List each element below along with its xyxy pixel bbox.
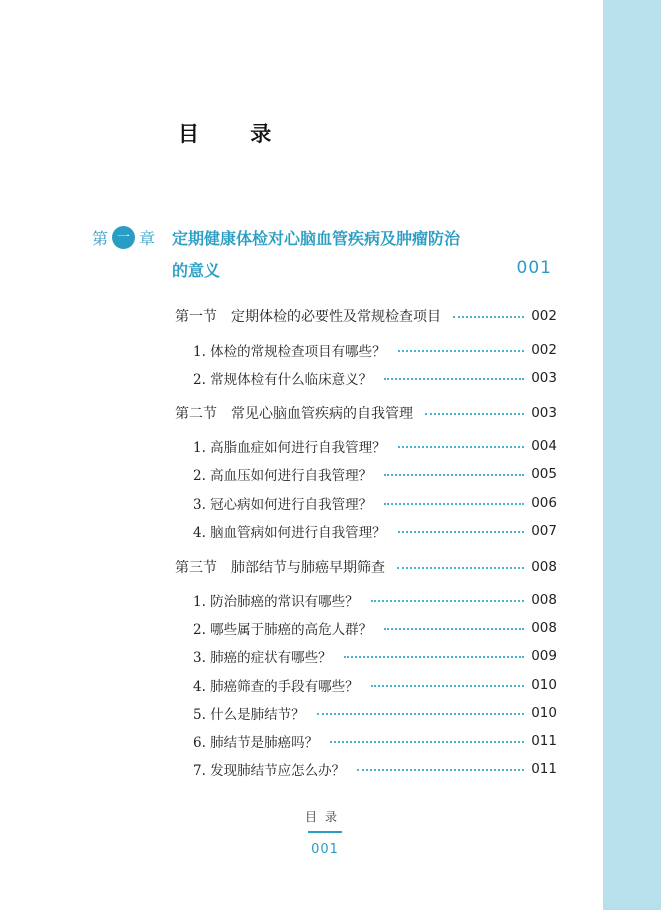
toc-entry-page: 002 <box>531 342 557 358</box>
toc-item-entry[interactable] <box>175 731 557 751</box>
toc-leader-dots <box>371 600 525 602</box>
toc-entry-text: 6. 肺结节是肺癌吗？ <box>193 735 319 751</box>
toc-entry-page: 005 <box>531 466 557 482</box>
toc-entry-text: 3. 冠心病如何进行自我管理？ <box>193 497 373 513</box>
toc-item-entry[interactable] <box>175 590 557 610</box>
toc-leader-dots <box>398 446 525 448</box>
chapter-title-line1: 定期健康体检对心脑血管疾病及肿瘤防治 <box>172 229 461 248</box>
toc-entry-page: 007 <box>531 523 557 539</box>
toc-entry-text: 1. 防治肺癌的常识有哪些？ <box>193 594 359 610</box>
toc-leader-dots <box>425 413 524 415</box>
toc-item-entry[interactable] <box>175 340 557 360</box>
side-color-band <box>603 0 661 910</box>
toc-entry-page: 002 <box>531 308 557 324</box>
footer-page-number: 001 <box>311 842 339 857</box>
toc-leader-dots <box>384 628 524 630</box>
toc-leader-dots <box>330 741 524 743</box>
toc-leader-dots <box>357 769 524 771</box>
footer-rule <box>308 831 342 833</box>
toc-entry-page: 010 <box>531 705 557 721</box>
toc-section-entry[interactable] <box>175 557 557 577</box>
toc-entry-text: 2. 哪些属于肺癌的高危人群？ <box>193 622 373 638</box>
chapter-title-line2: 的意义 <box>172 261 221 280</box>
toc-entry-text: 1. 体检的常规检查项目有哪些？ <box>193 344 386 360</box>
toc-entry-text: 2. 常规体检有什么临床意义？ <box>193 372 373 388</box>
toc-entry-text: 3. 肺癌的症状有哪些？ <box>193 650 332 666</box>
footer-label: 目录 <box>304 810 345 824</box>
toc-leader-dots <box>384 378 524 380</box>
toc-entry-page: 011 <box>531 761 557 777</box>
toc-entry-text: 1. 高脂血症如何进行自我管理？ <box>193 440 386 456</box>
toc-entry-text: 5. 什么是肺结节？ <box>193 707 305 723</box>
toc-item-entry[interactable] <box>175 464 557 484</box>
toc-leader-dots <box>384 503 524 505</box>
toc-entry-page: 003 <box>531 405 557 421</box>
toc-section-entry[interactable] <box>175 306 557 326</box>
toc-item-entry[interactable] <box>175 703 557 723</box>
toc-item-entry[interactable] <box>175 675 557 695</box>
toc-leader-dots <box>453 316 524 318</box>
toc-entry-page: 006 <box>531 495 557 511</box>
chapter-number-badge: 一 <box>112 226 135 249</box>
toc-entry-text: 4. 脑血管病如何进行自我管理？ <box>193 525 386 541</box>
toc-entry-page: 008 <box>531 559 557 575</box>
toc-entry-page: 011 <box>531 733 557 749</box>
toc-leader-dots <box>317 713 525 715</box>
toc-entry-text: 7. 发现肺结节应怎么办？ <box>193 763 346 779</box>
toc-entry-page: 008 <box>531 620 557 636</box>
chapter-number-label <box>92 226 155 249</box>
toc-leader-dots <box>397 567 524 569</box>
toc-entry-text: 第三节 肺部结节与肺癌早期筛查 <box>175 560 385 576</box>
toc-entry-page: 004 <box>531 438 557 454</box>
toc-leader-dots <box>344 656 525 658</box>
toc-item-entry[interactable] <box>175 368 557 388</box>
chapter-suffix: 章 <box>139 229 156 248</box>
chapter-page-number: 001 <box>516 258 552 278</box>
toc-item-entry[interactable] <box>175 436 557 456</box>
toc-entry-page: 010 <box>531 677 557 693</box>
toc-leader-dots <box>384 474 524 476</box>
toc-leader-dots <box>398 350 525 352</box>
toc-item-entry[interactable] <box>175 521 557 541</box>
toc-entry-text: 第一节 定期体检的必要性及常规检查项目 <box>175 309 441 325</box>
toc-entry-text: 4. 肺癌筛查的手段有哪些？ <box>193 679 359 695</box>
toc-item-entry[interactable] <box>175 493 557 513</box>
page-title: 目 录 <box>178 121 294 146</box>
toc-item-entry[interactable] <box>175 618 557 638</box>
toc-leader-dots <box>398 531 525 533</box>
toc-leader-dots <box>371 685 525 687</box>
toc-entry-text: 第二节 常见心脑血管疾病的自我管理 <box>175 406 413 422</box>
toc-entry-page: 008 <box>531 592 557 608</box>
toc-item-entry[interactable] <box>175 646 557 666</box>
toc-entry-text: 2. 高血压如何进行自我管理？ <box>193 468 373 484</box>
toc-entry-page: 003 <box>531 370 557 386</box>
chapter-prefix: 第 <box>92 229 109 248</box>
toc-item-entry[interactable] <box>175 759 557 779</box>
toc-entry-page: 009 <box>531 648 557 664</box>
toc-section-entry[interactable] <box>175 403 557 423</box>
